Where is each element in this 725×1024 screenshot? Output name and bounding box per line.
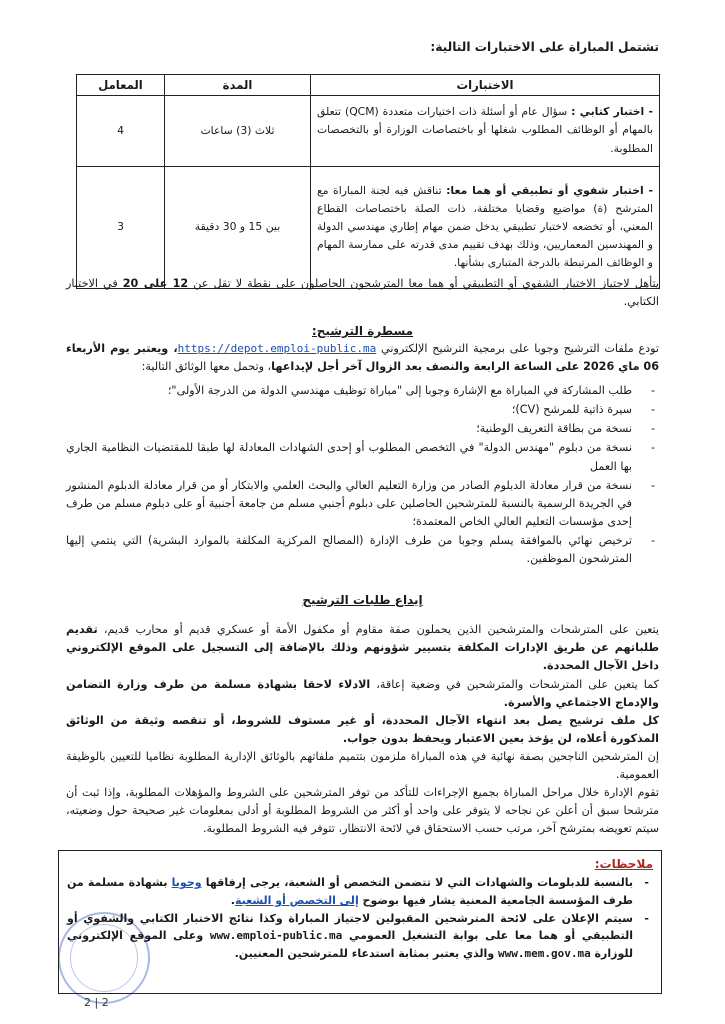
page-number: 2 | 2 <box>84 996 109 1009</box>
test-title: - اختبار شفوي أو تطبيقي أو هما معا: <box>446 183 654 197</box>
test-coefficient: 4 <box>77 96 165 167</box>
header-tests: الاختبارات <box>311 75 660 96</box>
test-duration: ثلاث (3) ساعات <box>165 96 311 167</box>
deposit-paragraph-3: كل ملف ترشيح يصل بعد انتهاء الآجال المحددة، أو غير مستوف للشروط، أو تنقصه وثيقة من الوثائق المذكورة أعلاه، لن يؤخذ بعين الاعتبار ويحفظ بدون جواب. <box>66 714 659 746</box>
deposit-paragraph-2 <box>66 676 659 712</box>
procedure-paragraph <box>66 340 659 376</box>
list-item <box>67 910 653 963</box>
list-item: - نسخة من بطاقة التعريف الوطنية؛ <box>66 420 659 438</box>
test-text: تناقش فيه لجنة المباراة مع المترشح (ة) مواضيع وقضايا مختلفة، ذات الصلة باختصاصات القطاع المعني، أو تخضعه لاختبار تطبيقي يدخل ضمن مهام إطاري مهندسي الدولة و المهندسين المعماريين، وذلك بهدف تقييم مدى قدرته على ممارسة المهام و الوظائف المرتبطة بالدرجة المتبارى بشأنها. <box>317 183 653 270</box>
ministry-website-link[interactable]: www.mem.gov.ma <box>498 946 591 960</box>
deposit-paragraph-1 <box>66 621 659 675</box>
list-item: - سيرة ذاتية للمرشح (CV)؛ <box>66 401 659 419</box>
deposit-text-bold: تقديم طلباتهم عن طريق الإدارات المكلفة بتسيير شؤونهم وذلك بالإضافة إلى التسجيل على الموقع الإلكتروني داخل الآجال المحددة. <box>66 623 659 673</box>
header-coefficient: المعامل <box>77 75 165 96</box>
list-item: - طلب المشاركة في المباراة مع الإشارة وجوبا إلى "مباراة توظيف مهندسي الدولة من الدرجة الأولى"؛ <box>66 382 659 400</box>
disability-text-bold: الادلاء لاحقا بشهادة مسلمة من طرف وزارة التضامن والإدماج الاجتماعي والأسرة. <box>66 678 659 710</box>
list-item: - نسخة من قرار معادلة الدبلوم الصادر من وزارة التعليم العالي والبحث العلمي والابتكار أو من قرار معادلة الدبلوم المنشور في الجريدة الرسمية بالنسبة للمترشحين الحاصلين على دبلوم أجنبي مسلم من جامعة أجنبية أو على دبلوم مسلم من طرف إحدى مؤسسات التعليم العالي الخاص المعتمدة؛ <box>66 477 659 531</box>
list-item <box>67 874 653 909</box>
test-text: سؤال عام أو أسئلة ذات اختيارات متعددة (QCM) تتعلق بالمهام أو الوظائف المطلوب شغلها أو باختصاصات الوزارة أو بالتخصصات المطلوبة. <box>317 105 653 155</box>
note-text: وعلى الموقع الإلكتروني للوزارة <box>67 929 633 960</box>
deposit-text: يتعين على المترشحات والمترشحين الذين يحملون صفة مقاوم أو مكفول الأمة أو عسكري قديم أو محارب قديم، <box>97 623 659 636</box>
note-text: سيتم الإعلان على لائحة المترشحين المقبولين لاجتياز المباراة وكذا نتائج الاختبار الكتابي والشفوي أو التطبيقي أو هما معا على بوابة التشغيل العمومي <box>67 911 633 943</box>
documents-list <box>66 382 659 569</box>
tests-table-header <box>77 75 660 96</box>
emploi-public-link[interactable]: www.emploi-public.ma <box>209 929 343 943</box>
note-text: والذي يعتبر بمثابة استدعاء للمترشحين المعنيين. <box>234 946 498 960</box>
test-duration: بين 15 و 30 دقيقة <box>165 167 311 289</box>
eligibility-paragraph <box>66 275 659 311</box>
test-description <box>311 96 660 167</box>
note-emphasis: وجوبا <box>171 876 202 890</box>
procedure-text-end: ، وتحمل معها الوثائق التالية: <box>141 360 272 374</box>
note-emphasis: إلى التخصص أو الشعبة <box>234 894 359 908</box>
table-row <box>77 96 660 167</box>
test-description <box>311 167 660 289</box>
procedure-text: تودع ملفات الترشيح وجوبا على برمجية الترشيح الإلكتروني <box>376 342 659 355</box>
note-text: . <box>230 894 235 908</box>
procedure-heading: مسطرة الترشيح: <box>311 324 414 338</box>
tests-intro: تشتمل المباراة على الاختبارات التالية: <box>430 40 659 54</box>
notes-list <box>67 874 653 962</box>
test-title: - اختبار كتابي : <box>571 105 653 119</box>
tests-table <box>76 74 660 289</box>
notes-title: ملاحظات: <box>594 857 653 871</box>
note-text: بشهادة مسلمة من طرف المؤسسة الجامعية المعنية يشار فيها بوضوح <box>67 876 633 908</box>
header-duration: المدة <box>165 75 311 96</box>
list-item: - نسخة من دبلوم "مهندس الدولة" في التخصص المطلوب أو إحدى الشهادات المعادلة لها طبقا للمقتضيات النظامية الجاري بها العمل <box>66 439 659 475</box>
disability-text: كما يتعين على المترشحات والمترشحين في وضعية إعاقة، <box>370 678 659 691</box>
deposit-paragraph-5: تقوم الإدارة خلال مراحل المباراة بجميع الإجراءات للتأكد من توفر المترشحين على الشروط والمؤهلات المطلوبة، وإذا ثبت أن مترشحا سبق أن أعلن عن نجاحه لا يتوفر على واحد أو أكثر من الشروط المطلوبة أو أدلى بمعلومات غير صحيحة حول وضعيته، سيتم تعويضه بمترشح آخر، مرتب حسب الاستحقاق في لائحة الانتظار، تتوفر فيه الشروط المطلوبة. <box>66 786 659 836</box>
list-item: - ترخيص نهائي بالموافقة يسلم وجوبا من طرف الإدارة (المصالح المركزية المكلفة بالموارد البشرية) التي ينتمي إليها المترشحون الموظفين. <box>66 532 659 568</box>
depot-link[interactable]: https://depot.emploi-public.ma <box>177 342 377 355</box>
deposit-heading: إيداع طلبات الترشيح <box>302 593 423 607</box>
test-coefficient: 3 <box>77 167 165 289</box>
notes-box <box>58 850 662 994</box>
eligibility-text-end: في الاختبار الكتابي. <box>66 277 659 309</box>
table-row <box>77 167 660 289</box>
deadline-text: ، ويعتبر يوم الأربعاء 06 ماي 2026 على الساعة الرابعة والنصف بعد الزوال آخر أجل لإيداعها <box>66 342 659 374</box>
deposit-paragraph-4: إن المترشحين الناجحين بصفة نهائية في هذه المباراة ملزمون بتتميم ملفاتهم بالوثائق الإدارية المطلوبة نظاميا للتعيين بالوظيفة العمومية. <box>66 750 659 782</box>
eligibility-text: يتأهل لاجتياز الاختبار الشفوي أو التطبيقي أو هما معا المترشحون الحاصلون على نقطة لا تقل عن <box>188 277 659 290</box>
eligibility-threshold: 12 على 20 <box>122 277 189 290</box>
note-text: بالنسبة للدبلومات والشهادات التي لا تتضمن التخصص أو الشعبة، يرجى إرفاقها <box>201 876 634 890</box>
